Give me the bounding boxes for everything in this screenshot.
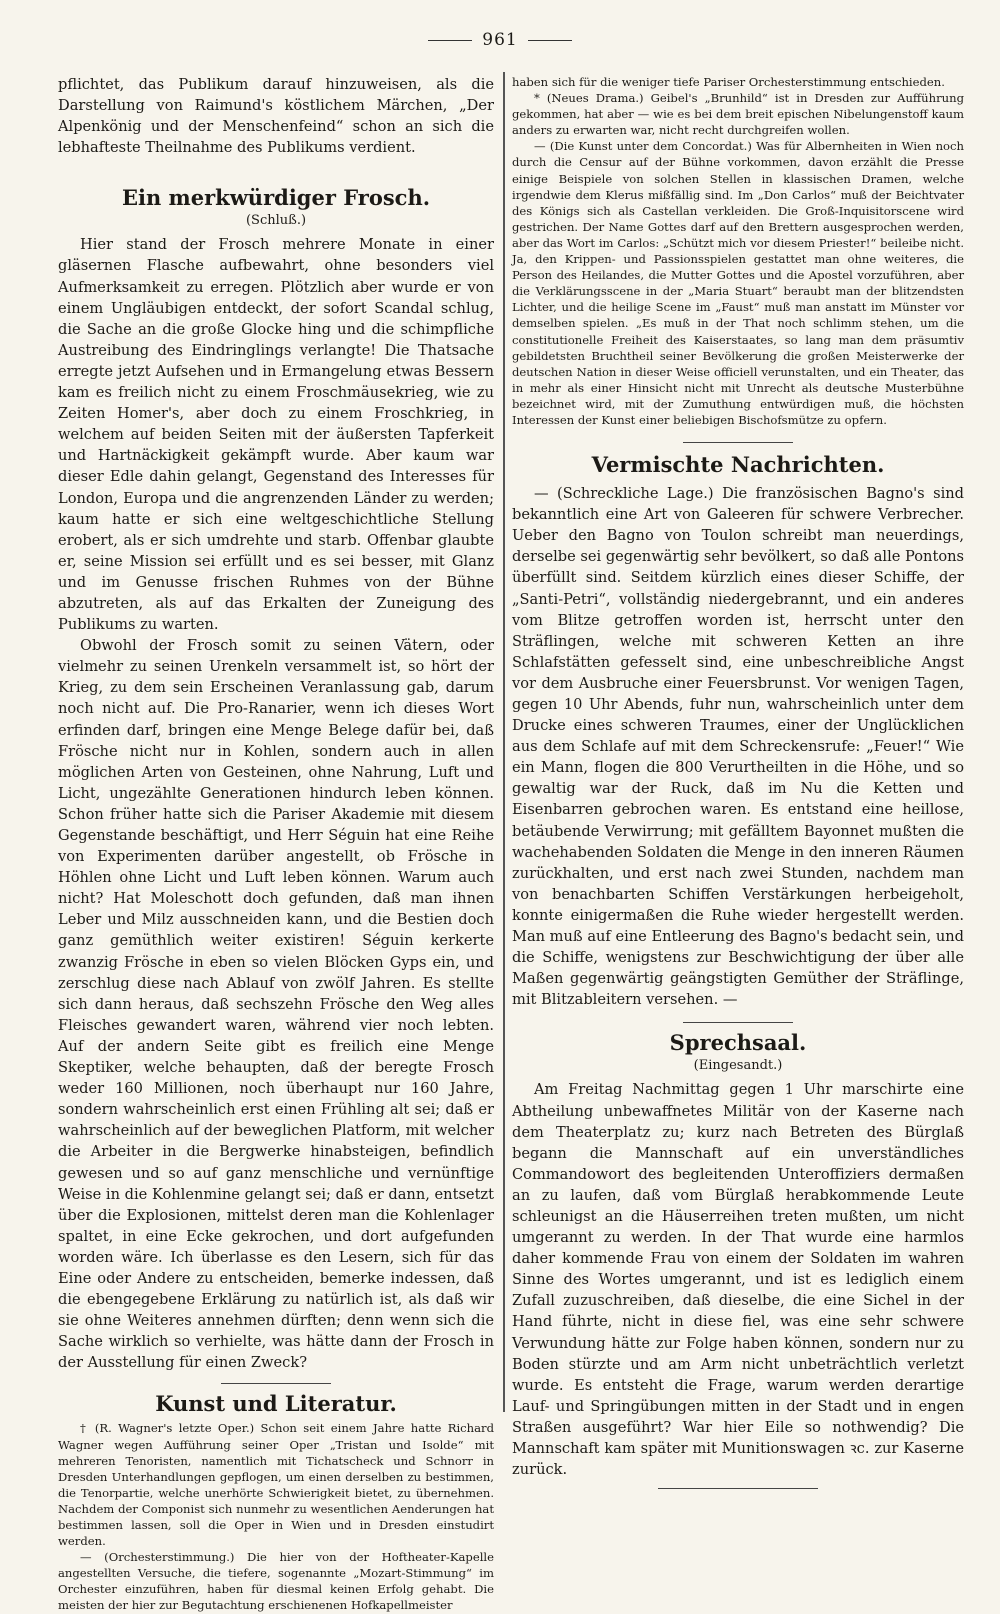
frog-article-subtitle: (Schluß.) — [245, 213, 307, 229]
spacer — [512, 1010, 964, 1022]
page-number-rule-left — [428, 40, 472, 41]
art-paragraph-concordat: — (Die Kunst unter dem Concordat.) Was für Albernheiten in Wien noch durch die Censur auf der Bühne vorkommen, davon erzählt die Presse einige Beispiele von solchen Stellen in klassischen Dramen, welche irgendwie dem Klerus mißfällig sind. Im „Don Carlos“ muß der Beichtvater des Königs sich als Castellan verkleiden. Die Groß-Inquisitorscene wird gestrichen. Der Name Gottes darf auf den Brettern ausgesprochen werden, aber das Wort im Carlos: „Schützt mich vor diesem Priester!“ beileibe nicht. Ja, den Krippen- und Passionsspielen gestattet man ohne weiteres, die Person des Heilandes, die Mutter Gottes und die Apostel vorzuführen, aber die Verklärungsscene in der „Maria Stuart“ beraubt man der blitzendsten Lichter, und die heilige Scene im „Faust“ muß man anstatt im Münster vor demselben spielen. „Es muß in der That noch schlimm stehen, um die constitutionelle Freiheit des Kaiserstaates, so lang man dem präsumtiv gebildetsten Bruchtheil seiner Bevölkerung die großen Meisterwerke der deutschen Nation in dieser Weise officiell verunstalten, und ein Theater, das in mehr als einer Hinsicht nicht mit Unrecht als deutsche Musterbühne bezeichnet wird, mit der Zumuthung entwürdigen muß, die höchsten Interessen der Kunst einer beliebigen Bischofsmütze zu opfern. — [512, 139, 964, 427]
frog-paragraph-2: Obwohl der Frosch somit zu seinen Vätern, oder vielmehr zu seinen Urenkeln versammelt ist, so hört der Krieg, zu dem sein Erscheinen Veranlassung gab, darum noch nicht auf. Die Pro-Ranarier, wenn ich dieses Wort erfinden darf, bringen eine Menge Belege dafür bei, daß Frösche nicht nur in Kohlen, sondern auch in allen möglichen Arten von Gesteinen, ohne Nahrung, Luft und Licht, ungezählte Generationen hindurch leben können. Schon früher hatte sich die Pariser Akademie mit diesem Gegenstande beschäftigt, und Herr Séguin hat eine Reihe von Experimenten darüber angestellt, ob Frösche in Höhlen ohne Licht und Luft leben können. Warum auch nicht? Hat Moleschott doch gefunden, daß man ihnen Leber und Milz ausschneiden kann, und die Bestien doch ganz gemüthlich weiter existiren! Séguin kerkerte zwanzig Frösche in eben so vielen Blöcken Gyps ein, und zerschlug diese nach Ablauf von zwölf Jahren. Es stellte sich dann heraus, daß sechszehn Frösche den Weg alles Fleisches gewandert waren, während vier noch lebten. Auf der andern Seite gibt es freilich eine Menge Skeptiker, welche behaupten, daß der beregte Frosch weder 160 Millionen, noch überhaupt nur 160 Jahre, sondern wahrscheinlich erst einen Frühling alt sei; daß er wahrscheinlich auf der beweglichen Platform, mit welcher die Arbeiter in die Bergwerke hinabsteigen, befindlich gewesen und so auf ganz menschliche und vernünftige Weise in die Kohlenmine gelangt sei; daß er dann, entsetzt über die Explosionen, mittelst deren man die Kohlenlager spaltet, in eine Ecke gekrochen, und dort aufgefunden worden wäre. Ich überlasse es den Lesern, sich für das Eine oder Andere zu entscheiden, bemerke indessen, daß die ebengegebene Erklärung zu natürlich ist, als daß wir sie ohne Weiteres annehmen dürften; denn wenn sich die Sache wirklich so verhielte, was hätte dann der Frosch in der Ausstellung für einen Zweck? — [58, 637, 494, 1372]
art-paragraph-orchestra: — (Orchesterstimmung.) Die hier von der Hoftheater-Kapelle angestellten Versuche, die tiefere, sogenannte „Mozart-Stimmung“ im Orchester einzuführen, haben für diesmal keinen Erfolg gehabt. Die meisten der hier zur Begutachtung erschienenen Hofkapellmeister — [58, 1550, 494, 1613]
art-paragraph-new-drama: * (Neues Drama.) Geibel's „Brunhild“ ist in Dresden zur Aufführung gekommen, hat aber — wie es bei dem breit epischen Nibelungenstoff kaum anders zu erwarten war, nicht recht durchgreifen wollen. — [512, 91, 964, 138]
intro-paragraph: pflichtet, das Publikum darauf hinzuweisen, als die Darstellung von Raimund's köstlichem Märchen, „Der Alpenkönig und der Menschenfeind“ schon an sich die lebhafteste Theilnahme des Publikums verdient. — [58, 76, 494, 157]
news-paragraph-bagno: — (Schreckliche Lage.) Die französischen Bagno's sind bekanntlich eine Art von Galeeren für schwere Verbrecher. Ueber den Bagno von Toulon schreibt man neuerdings, derselbe sei gegenwärtig sehr bevölkert, so daß alle Pontons überfüllt sind. Seitdem kürzlich eines dieser Schiffe, der „Santi-Petri“, vollständig niedergebrannt, und ein anderes vom Blitze getroffen worden ist, herrscht unter den Sträflingen, welche mit schweren Ketten an ihre Schlafstätten gefesselt sind, eine unbeschreibliche Angst vor dem Ausbruche einer Feuersbrunst. Vor wenigen Tagen, gegen 10 Uhr Abends, fuhr nun, wahrscheinlich unter dem Drucke eines schweren Traumes, einer der Unglücklichen aus dem Schlafe auf mit dem Schreckensrufe: „Feuer!“ Wie ein Mann, flogen die 800 Verurtheilten in die Höhe, und so gewaltig war der Ruck, daß im Nu die Ketten und Eisenbarren gebrochen waren. Es entstand eine heillose, betäubende Verwirrung; mit gefälltem Bayonnet mußten die wachehabenden Soldaten die Menge in den inneren Räumen zurückhalten, und erst nach zwei Stunden, nachdem man von benachbarten Schiffen Verstärkungen herbeigeholt, konnte einigermaßen die Ruhe wieder hergestellt werden. Man muß auf eine Entleerung des Bagno's bedacht sein, und die Schiffe, wenigstens zur Beschwichtigung der über alle Maßen gegenwärtig geängstigten Gemüther der Sträflinge, mit Blitzableitern versehen. — — [512, 485, 964, 1009]
spacer — [58, 1373, 494, 1383]
left-column — [58, 74, 494, 1614]
forum-section-subtitle: (Eingesandt.) — [693, 1058, 783, 1074]
column-divider — [503, 72, 505, 1412]
art-paragraph-orchestra-continued: haben sich für die weniger tiefe Pariser Orchesterstimmung entschieden. — [512, 75, 945, 89]
spacer — [512, 443, 964, 451]
end-separator — [658, 1488, 818, 1489]
spacer — [58, 158, 494, 184]
forum-section-title: Sprechsaal. — [669, 1030, 807, 1056]
frog-paragraph-1: Hier stand der Frosch mehrere Monate in einer gläsernen Flasche aufbewahrt, ohne besonders viel Aufmerksamkeit zu erregen. Plötzlich aber wurde er von einem Ungläubigen entdeckt, der sofort Scandal schlug, die Sache an die große Glocke hing und die schimpfliche Austreibung des Eindringlings verlangte! Die Thatsache erregte jetzt Aufsehen und in Ermangelung etwas Bessern kam es freilich nicht zu einem Froschmäusekrieg, wie zu Zeiten Homer's, aber doch zu einem Froschkrieg, in welchem auf beiden Seiten mit der äußersten Tapferkeit und Hartnäckigkeit gekämpft wurde. Aber kaum war dieser Edle dahin gelangt, Gegenstand des Interesses für London, Europa und die angrenzenden Länder zu werden; kaum hatte er sich eine weltgeschichtliche Stellung erobert, als er sich umdrehte und starb. Offenbar glaubte er, seine Mission sei erfüllt und es sei besser, mit Glanz und im Genusse frischen Ruhmes von der Bühne abzutreten, als auf das Erkalten der Zuneigung des Publikums zu warten. — [58, 236, 494, 634]
frog-article-title: Ein merkwürdiger Frosch. — [121, 185, 431, 211]
right-column — [512, 74, 964, 1489]
news-section-title: Vermischte Nachrichten. — [591, 452, 885, 478]
art-paragraph-wagner: † (R. Wagner's letzte Oper.) Schon seit einem Jahre hatte Richard Wagner wegen Aufführung seiner Oper „Tristan und Isolde“ mit mehreren Tenoristen, namentlich mit Tichatscheck und Schnorr in Dresden Unterhandlungen gepflogen, um einen derselben zu bestimmen, die Tenorpartie, welche unerhörte Schwierigkeit bietet, zu übernehmen. Nachdem der Componist sich nunmehr zu wesentlichen Aenderungen hat bestimmen lassen, soll die Oper in Wien und in Dresden einstudirt werden. — [58, 1421, 494, 1549]
page-number — [0, 30, 1000, 50]
forum-paragraph: Am Freitag Nachmittag gegen 1 Uhr marschirte eine Abtheilung unbewaffnetes Militär von der Kaserne nach dem Theaterplatz zu; kurz nach Betreten des Bürglaß begann die Mannschaft auf ein unverständliches Commandowort des begleitenden Unteroffiziers dermaßen an zu laufen, daß vom Bürglaß herabkommende Leute schleunigst an die Häuserreihen treten mußten, um nicht umgerannt zu werden. In der That wurde eine harmlos daher kommende Frau von einem der Soldaten im wahren Sinne des Wortes umgerannt, und ist es lediglich einem Zufall zuzuschreiben, daß dieselbe, die eine Sichel in der Hand führte, nicht in diese fiel, was eine sehr schwere Verwundung hätte zur Folge haben können, sondern nur zu Boden stürzte und am Arm nicht unbeträchtlich verletzt wurde. Es entsteht die Frage, warum werden derartige Lauf- und Springübungen mitten in der Stadt und in engen Straßen ausgeführt? War hier Eile so nothwendig? Die Mannschaft kam später mit Munitionswagen ꝛc. zur Kaserne zurück. — [512, 1081, 964, 1479]
spacer — [512, 1480, 964, 1488]
page-number-text: 961 — [482, 30, 518, 50]
spacer — [512, 428, 964, 442]
page-number-rule-right — [528, 40, 572, 41]
art-section-title: Kunst und Literatur. — [155, 1391, 397, 1417]
